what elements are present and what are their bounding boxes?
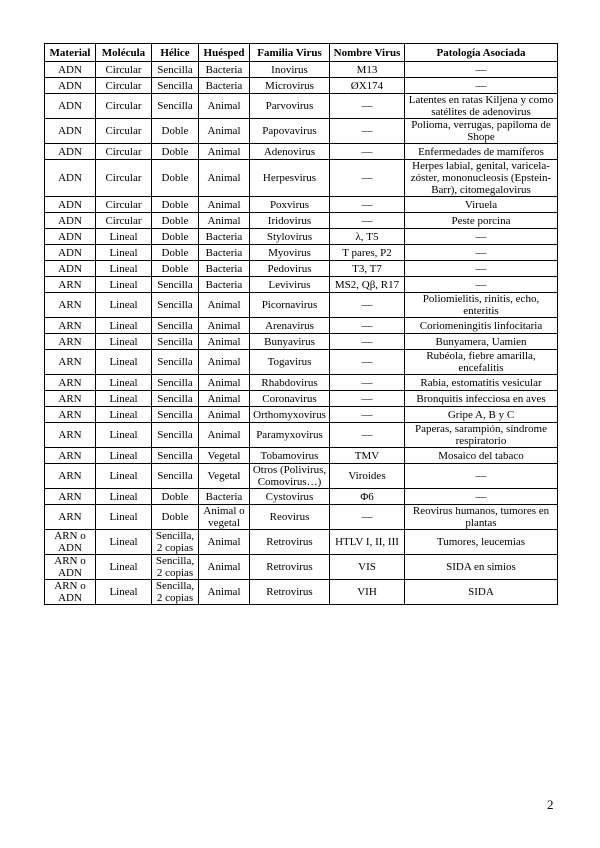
cell-nombre-virus: MS2, Qβ, R17: [330, 277, 405, 293]
cell-huesped: Vegetal: [199, 464, 250, 489]
cell-nombre-virus: VIH: [330, 580, 405, 605]
table-row: [45, 555, 558, 580]
cell-nombre-virus: —: [330, 160, 405, 197]
cell-patologia: Rubéola, fiebre amarilla, encefalitis: [405, 350, 558, 375]
table-row: [45, 78, 558, 94]
table-row: [45, 448, 558, 464]
cell-helice: Sencilla: [152, 423, 199, 448]
cell-huesped: Bacteria: [199, 78, 250, 94]
cell-material: ARN: [45, 407, 96, 423]
table-row: [45, 334, 558, 350]
cell-patologia: Peste porcina: [405, 213, 558, 229]
table-header: [45, 44, 558, 62]
cell-helice: Sencilla: [152, 391, 199, 407]
table-row: [45, 144, 558, 160]
cell-familia-virus: Retrovirus: [250, 530, 330, 555]
header-helice: Hélice: [152, 44, 199, 62]
header-patologia-asociada: Patología Asociada: [405, 44, 558, 62]
cell-helice: Doble: [152, 261, 199, 277]
cell-nombre-virus: —: [330, 94, 405, 119]
table-row: [45, 160, 558, 197]
cell-molecula: Lineal: [96, 423, 152, 448]
table-row: [45, 119, 558, 144]
cell-nombre-virus: —: [330, 505, 405, 530]
cell-familia-virus: Parvovirus: [250, 94, 330, 119]
cell-material: ARN o ADN: [45, 580, 96, 605]
cell-nombre-virus: —: [330, 334, 405, 350]
page-number: 2: [547, 797, 554, 812]
cell-material: ARN: [45, 448, 96, 464]
cell-patologia: Tumores, leucemias: [405, 530, 558, 555]
cell-familia-virus: Bunyavirus: [250, 334, 330, 350]
cell-huesped: Animal: [199, 423, 250, 448]
cell-molecula: Lineal: [96, 375, 152, 391]
cell-huesped: Vegetal: [199, 448, 250, 464]
cell-huesped: Animal: [199, 94, 250, 119]
cell-familia-virus: Levivirus: [250, 277, 330, 293]
cell-helice: Doble: [152, 245, 199, 261]
cell-helice: Sencilla: [152, 293, 199, 318]
cell-huesped: Animal: [199, 213, 250, 229]
cell-familia-virus: Iridovirus: [250, 213, 330, 229]
cell-familia-virus: Picornavirus: [250, 293, 330, 318]
cell-molecula: Lineal: [96, 530, 152, 555]
table-body: [45, 62, 558, 605]
cell-familia-virus: Reovirus: [250, 505, 330, 530]
table-row: [45, 407, 558, 423]
cell-helice: Sencilla: [152, 318, 199, 334]
cell-huesped: Animal: [199, 318, 250, 334]
cell-huesped: Bacteria: [199, 62, 250, 78]
cell-familia-virus: Cystovirus: [250, 489, 330, 505]
cell-material: ARN: [45, 318, 96, 334]
cell-material: ARN: [45, 375, 96, 391]
cell-familia-virus: Poxvirus: [250, 197, 330, 213]
cell-material: ARN o ADN: [45, 555, 96, 580]
cell-familia-virus: Orthomyxovirus: [250, 407, 330, 423]
table-row: [45, 489, 558, 505]
cell-molecula: Lineal: [96, 245, 152, 261]
cell-helice: Sencilla: [152, 334, 199, 350]
cell-molecula: Circular: [96, 144, 152, 160]
cell-molecula: Lineal: [96, 580, 152, 605]
cell-nombre-virus: —: [330, 407, 405, 423]
cell-molecula: Circular: [96, 197, 152, 213]
cell-patologia: SIDA: [405, 580, 558, 605]
cell-material: ARN: [45, 489, 96, 505]
cell-molecula: Circular: [96, 94, 152, 119]
cell-patologia: Rabia, estomatitis vesicular: [405, 375, 558, 391]
header-molecula: Molécula: [96, 44, 152, 62]
cell-patologia: Gripe A, B y C: [405, 407, 558, 423]
cell-helice: Doble: [152, 197, 199, 213]
cell-nombre-virus: —: [330, 423, 405, 448]
cell-familia-virus: Myovirus: [250, 245, 330, 261]
cell-nombre-virus: —: [330, 197, 405, 213]
cell-patologia: —: [405, 229, 558, 245]
virus-classification-table: [44, 43, 558, 605]
cell-familia-virus: Otros (Polivirus, Comovirus…): [250, 464, 330, 489]
cell-material: ADN: [45, 119, 96, 144]
cell-helice: Sencilla: [152, 464, 199, 489]
cell-patologia: —: [405, 245, 558, 261]
cell-patologia: Bronquitis infecciosa en aves: [405, 391, 558, 407]
cell-helice: Sencilla: [152, 448, 199, 464]
cell-patologia: Bunyamera, Uamien: [405, 334, 558, 350]
cell-helice: Doble: [152, 505, 199, 530]
cell-molecula: Lineal: [96, 505, 152, 530]
cell-huesped: Animal: [199, 580, 250, 605]
cell-helice: Doble: [152, 119, 199, 144]
cell-nombre-virus: —: [330, 375, 405, 391]
table-row: [45, 318, 558, 334]
cell-helice: Doble: [152, 213, 199, 229]
cell-familia-virus: Coronavirus: [250, 391, 330, 407]
cell-molecula: Circular: [96, 78, 152, 94]
cell-huesped: Bacteria: [199, 277, 250, 293]
table-row: [45, 229, 558, 245]
cell-nombre-virus: TMV: [330, 448, 405, 464]
cell-huesped: Bacteria: [199, 489, 250, 505]
cell-patologia: Mosaico del tabaco: [405, 448, 558, 464]
table-row: [45, 62, 558, 78]
table-row: [45, 350, 558, 375]
cell-patologia: —: [405, 261, 558, 277]
table-row: [45, 505, 558, 530]
cell-material: ARN: [45, 505, 96, 530]
cell-familia-virus: Adenovirus: [250, 144, 330, 160]
cell-helice: Sencilla: [152, 350, 199, 375]
cell-molecula: Lineal: [96, 555, 152, 580]
cell-familia-virus: Retrovirus: [250, 580, 330, 605]
cell-molecula: Lineal: [96, 293, 152, 318]
cell-nombre-virus: Φ6: [330, 489, 405, 505]
cell-nombre-virus: λ, T5: [330, 229, 405, 245]
table-row: [45, 580, 558, 605]
cell-molecula: Circular: [96, 62, 152, 78]
cell-helice: Sencilla: [152, 94, 199, 119]
cell-patologia: —: [405, 78, 558, 94]
cell-material: ADN: [45, 245, 96, 261]
table-row: [45, 293, 558, 318]
cell-familia-virus: Arenavirus: [250, 318, 330, 334]
cell-molecula: Lineal: [96, 261, 152, 277]
cell-huesped: Animal: [199, 293, 250, 318]
table-row: [45, 197, 558, 213]
header-row: [45, 44, 558, 62]
cell-nombre-virus: —: [330, 391, 405, 407]
cell-familia-virus: Herpesvirus: [250, 160, 330, 197]
cell-familia-virus: Togavirus: [250, 350, 330, 375]
cell-material: ARN: [45, 391, 96, 407]
header-material: Material: [45, 44, 96, 62]
cell-helice: Sencilla, 2 copias: [152, 580, 199, 605]
cell-nombre-virus: ØX174: [330, 78, 405, 94]
cell-familia-virus: Papovavirus: [250, 119, 330, 144]
cell-helice: Sencilla: [152, 375, 199, 391]
cell-molecula: Lineal: [96, 277, 152, 293]
cell-huesped: Animal: [199, 160, 250, 197]
table-row: [45, 530, 558, 555]
cell-molecula: Circular: [96, 160, 152, 197]
cell-molecula: Lineal: [96, 229, 152, 245]
table-row: [45, 94, 558, 119]
cell-helice: Doble: [152, 229, 199, 245]
cell-patologia: —: [405, 62, 558, 78]
cell-helice: Sencilla, 2 copias: [152, 530, 199, 555]
cell-patologia: Reovirus humanos, tumores en plantas: [405, 505, 558, 530]
cell-helice: Sencilla: [152, 62, 199, 78]
header-huesped: Huésped: [199, 44, 250, 62]
cell-huesped: Animal: [199, 555, 250, 580]
cell-patologia: —: [405, 489, 558, 505]
cell-molecula: Lineal: [96, 334, 152, 350]
cell-patologia: SIDA en simios: [405, 555, 558, 580]
cell-material: ADN: [45, 197, 96, 213]
cell-huesped: Bacteria: [199, 229, 250, 245]
cell-huesped: Animal: [199, 407, 250, 423]
cell-molecula: Lineal: [96, 350, 152, 375]
header-nombre-virus: Nombre Virus: [330, 44, 405, 62]
cell-material: ARN: [45, 293, 96, 318]
table-row: [45, 213, 558, 229]
cell-huesped: Animal: [199, 350, 250, 375]
cell-patologia: —: [405, 277, 558, 293]
cell-helice: Doble: [152, 489, 199, 505]
cell-nombre-virus: T3, T7: [330, 261, 405, 277]
cell-patologia: Coriomeningitis linfocitaria: [405, 318, 558, 334]
cell-material: ADN: [45, 62, 96, 78]
cell-patologia: Polioma, verrugas, papiloma de Shope: [405, 119, 558, 144]
cell-familia-virus: Tobamovirus: [250, 448, 330, 464]
cell-nombre-virus: —: [330, 293, 405, 318]
cell-nombre-virus: HTLV I, II, III: [330, 530, 405, 555]
cell-patologia: Latentes en ratas Kiljena y como satélites de adenovirus: [405, 94, 558, 119]
cell-material: ADN: [45, 94, 96, 119]
cell-huesped: Animal: [199, 197, 250, 213]
cell-patologia: Herpes labial, genital, varicela-zóster, mononucleosis (Epstein-Barr), citomegalovirus: [405, 160, 558, 197]
cell-material: ADN: [45, 144, 96, 160]
cell-material: ADN: [45, 213, 96, 229]
table-row: [45, 277, 558, 293]
cell-huesped: Animal: [199, 119, 250, 144]
cell-nombre-virus: M13: [330, 62, 405, 78]
cell-huesped: Animal o vegetal: [199, 505, 250, 530]
cell-huesped: Animal: [199, 334, 250, 350]
cell-material: ARN o ADN: [45, 530, 96, 555]
cell-huesped: Bacteria: [199, 261, 250, 277]
cell-material: ARN: [45, 423, 96, 448]
table-row: [45, 261, 558, 277]
cell-familia-virus: Rhabdovirus: [250, 375, 330, 391]
cell-helice: Doble: [152, 160, 199, 197]
cell-molecula: Lineal: [96, 464, 152, 489]
cell-patologia: Viruela: [405, 197, 558, 213]
cell-huesped: Animal: [199, 530, 250, 555]
cell-helice: Sencilla: [152, 407, 199, 423]
cell-material: ARN: [45, 464, 96, 489]
cell-molecula: Lineal: [96, 448, 152, 464]
cell-familia-virus: Microvirus: [250, 78, 330, 94]
cell-helice: Doble: [152, 144, 199, 160]
cell-huesped: Animal: [199, 375, 250, 391]
cell-patologia: —: [405, 464, 558, 489]
cell-huesped: Animal: [199, 144, 250, 160]
table-row: [45, 375, 558, 391]
cell-nombre-virus: —: [330, 213, 405, 229]
cell-huesped: Animal: [199, 391, 250, 407]
cell-molecula: Lineal: [96, 407, 152, 423]
cell-nombre-virus: —: [330, 318, 405, 334]
table-row: [45, 464, 558, 489]
cell-material: ADN: [45, 229, 96, 245]
cell-material: ADN: [45, 261, 96, 277]
cell-patologia: Paperas, sarampión, síndrome respiratorio: [405, 423, 558, 448]
cell-huesped: Bacteria: [199, 245, 250, 261]
cell-familia-virus: Retrovirus: [250, 555, 330, 580]
cell-nombre-virus: T pares, P2: [330, 245, 405, 261]
cell-molecula: Circular: [96, 119, 152, 144]
cell-helice: Sencilla, 2 copias: [152, 555, 199, 580]
cell-molecula: Lineal: [96, 318, 152, 334]
cell-nombre-virus: —: [330, 119, 405, 144]
cell-nombre-virus: Viroides: [330, 464, 405, 489]
cell-patologia: Enfermedades de mamíferos: [405, 144, 558, 160]
cell-material: ADN: [45, 160, 96, 197]
cell-familia-virus: Stylovirus: [250, 229, 330, 245]
cell-material: ARN: [45, 334, 96, 350]
cell-helice: Sencilla: [152, 277, 199, 293]
cell-material: ADN: [45, 78, 96, 94]
cell-molecula: Circular: [96, 213, 152, 229]
table-row: [45, 391, 558, 407]
cell-material: ARN: [45, 350, 96, 375]
header-familia-virus: Familia Virus: [250, 44, 330, 62]
cell-material: ARN: [45, 277, 96, 293]
cell-molecula: Lineal: [96, 489, 152, 505]
table-row: [45, 423, 558, 448]
cell-familia-virus: Paramyxovirus: [250, 423, 330, 448]
cell-nombre-virus: VIS: [330, 555, 405, 580]
cell-helice: Sencilla: [152, 78, 199, 94]
cell-familia-virus: Pedovirus: [250, 261, 330, 277]
cell-nombre-virus: —: [330, 144, 405, 160]
table-row: [45, 245, 558, 261]
cell-nombre-virus: —: [330, 350, 405, 375]
cell-familia-virus: Inovirus: [250, 62, 330, 78]
cell-patologia: Poliomielitis, rinitis, echo, enteritis: [405, 293, 558, 318]
cell-molecula: Lineal: [96, 391, 152, 407]
